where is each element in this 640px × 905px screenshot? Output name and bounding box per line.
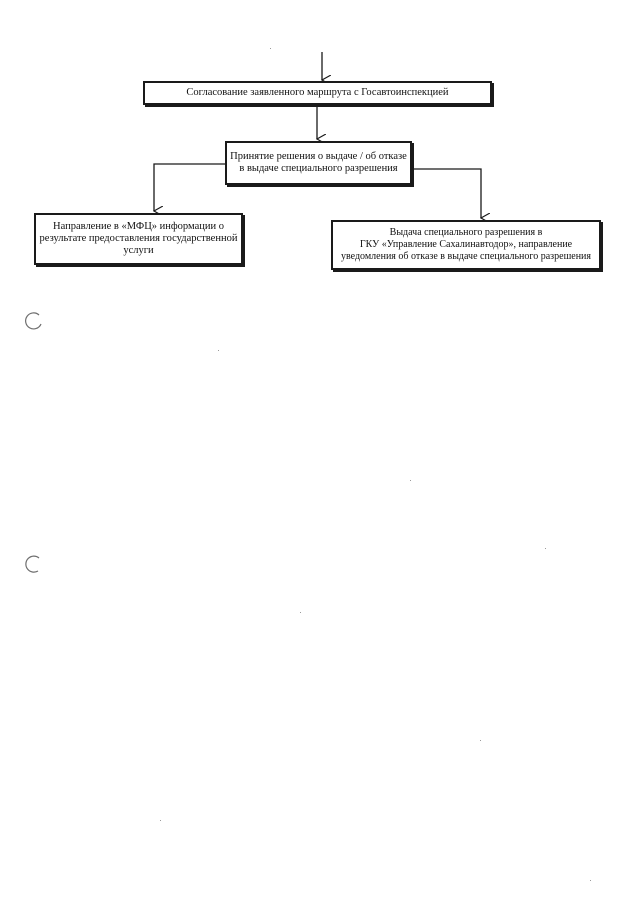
approval-step-box: [143, 81, 492, 105]
scan-speck: [590, 880, 591, 881]
permit-issue-box: [331, 220, 601, 270]
punch-hole-mark-upper: [22, 310, 44, 332]
decision-to-issue-arrow: [412, 169, 481, 218]
scan-speck: [270, 48, 271, 49]
permit-issue-line-1: Выдача специального разрешения в: [389, 227, 543, 238]
mfc-notification-box: [34, 213, 243, 265]
scan-speck: [545, 548, 546, 549]
scan-speck: [218, 350, 219, 351]
scan-speck: [410, 480, 411, 481]
scan-speck: [300, 612, 301, 613]
mfc-notification-line-2: результате предоставления государственной: [39, 233, 238, 244]
scan-speck: [160, 820, 161, 821]
decision-step-box: [225, 141, 412, 185]
permit-issue-line-2: ГКУ «Управление Сахалинавтодор», направление: [359, 239, 573, 250]
mfc-notification-line-1: Направление в «МФЦ» информации о: [52, 221, 224, 232]
decision-step-line-1: Принятие решения о выдаче / об отказе: [230, 151, 407, 162]
approval-step-text: Согласование заявленного маршрута с Госавтоинспекцией: [186, 87, 449, 98]
punch-hole-mark-lower: [22, 554, 44, 576]
mfc-notification-line-3: услуги: [123, 245, 154, 256]
decision-step-line-2: в выдаче специального разрешения: [239, 163, 398, 174]
permit-issue-line-3: уведомления об отказе в выдаче специального разрешения: [340, 251, 592, 262]
decision-to-mfc-arrow: [154, 164, 225, 211]
scan-speck: [480, 740, 481, 741]
